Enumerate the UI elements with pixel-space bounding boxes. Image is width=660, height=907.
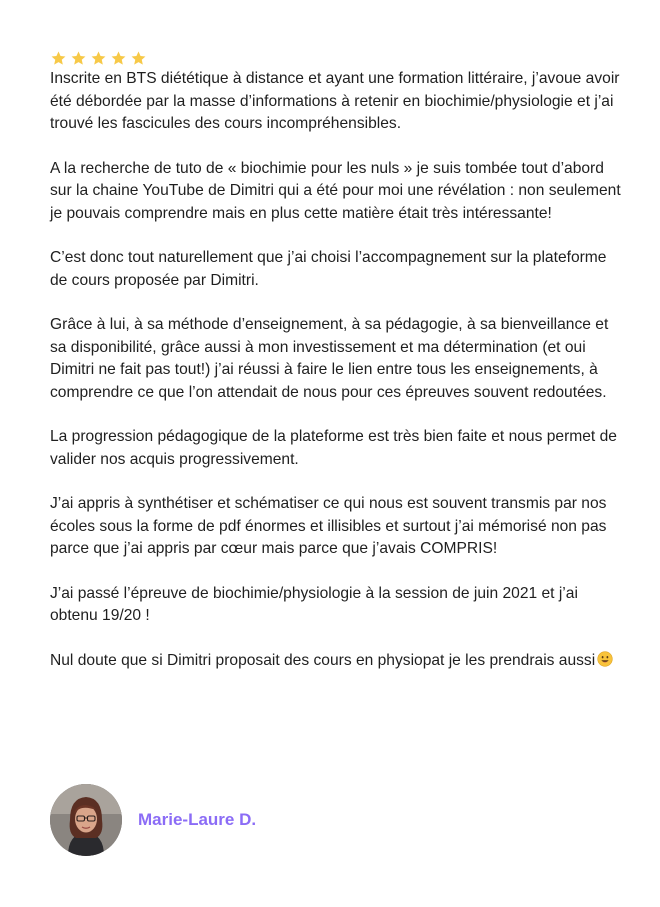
- avatar: [50, 784, 122, 856]
- review-paragraph: A la recherche de tuto de « biochimie pour les nuls » je suis tombée tout d’abord sur la chaine YouTube de Dimitri qui a été pour moi une révélation : non seulement je pouvais comprendre mais en plus cette matière était très intéressante!: [50, 159, 621, 222]
- author-name: Marie-Laure D.: [138, 810, 257, 829]
- smiling-face-icon: [597, 651, 613, 667]
- review-paragraph-text: Nul doute que si Dimitri proposait des cours en physiopat je les prendrais aussi: [50, 651, 596, 669]
- review-paragraph: Grâce à lui, à sa méthode d’enseignement, à sa pédagogie, à sa bienveillance et sa disponibilité, grâce aussi à mon investissement et ma détermination (et oui Dimitri ne fait pas tout!) j’ai réussi à faire le lien entre tous les enseignements, à comprendre ce que l’on attendait de nous pour ces épreuves souvent redoutées.: [50, 316, 609, 401]
- author-block: [50, 784, 256, 856]
- review-paragraph: J’ai passé l’épreuve de biochimie/physiologie à la session de juin 2021 et j’ai obtenu 19/20 !: [50, 584, 578, 624]
- review-text: [50, 68, 625, 672]
- review-paragraph: Inscrite en BTS diététique à distance et ayant une formation littéraire, j’avoue avoir été débordée par la masse d’informations à retenir en biochimie/physiologie et j’ai trouvé les fascicules des cours incompréhensibles.: [50, 70, 620, 132]
- star-rating: [50, 48, 625, 68]
- star-icon: [70, 50, 87, 67]
- star-icon: [50, 50, 67, 67]
- star-icon: [130, 50, 147, 67]
- testimonial-card: [50, 48, 625, 672]
- review-paragraph: La progression pédagogique de la plateforme est très bien faite et nous permet de valider nos acquis progressivement.: [50, 428, 617, 468]
- review-paragraph: J’ai appris à synthétiser et schématiser ce qui nous est souvent transmis par nos écoles sous la forme de pdf énormes et illisibles et surtout j’ai mémorisé non pas parce que j’ai appris par cœur mais parce que j’avais COMPRIS!: [50, 495, 607, 557]
- review-paragraph-last: [50, 650, 625, 673]
- star-icon: [110, 50, 127, 67]
- star-icon: [90, 50, 107, 67]
- review-paragraph: C’est donc tout naturellement que j’ai choisi l’accompagnement sur la plateforme de cours proposée par Dimitri.: [50, 249, 607, 289]
